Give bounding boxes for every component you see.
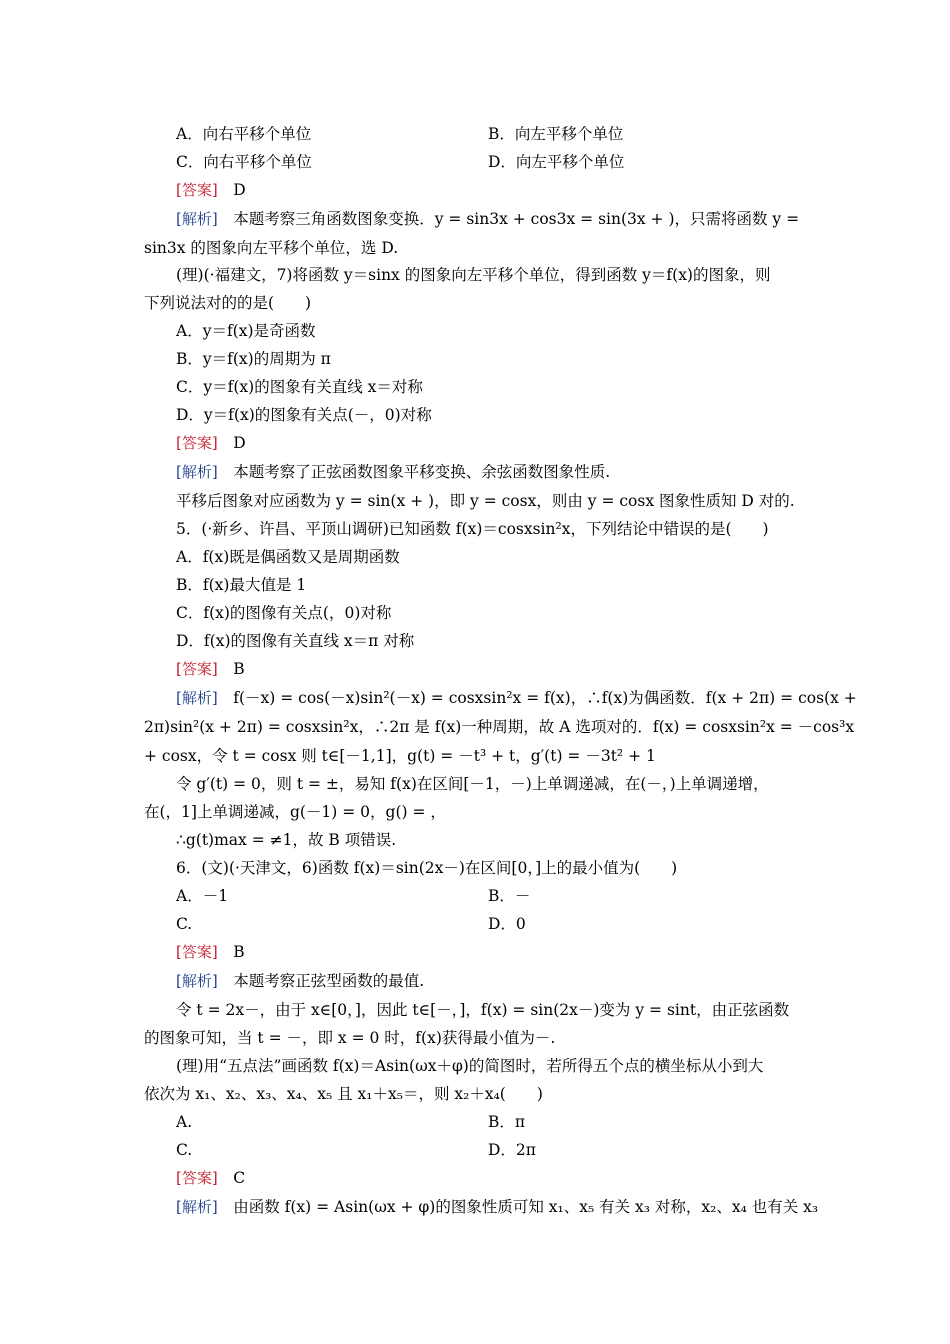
analysis-tag: [解析]: [176, 1198, 218, 1216]
analysis-line: [176, 971, 424, 991]
line-text: A．向右平移个单位: [176, 125, 312, 143]
line-text: B: [233, 943, 245, 961]
line-text: D．0: [488, 915, 526, 933]
line-text: B．y＝f(x)的周期为 π: [176, 350, 331, 368]
text-line: [176, 124, 311, 144]
analysis-tag: [解析]: [176, 463, 218, 481]
text-line: [176, 914, 192, 934]
text-line: [176, 858, 677, 878]
line-text: D: [233, 434, 246, 452]
answer-line: [176, 1168, 245, 1188]
text-line: [144, 746, 656, 766]
line-text: D．y＝f(x)的图象有关点(－，0)对称: [176, 406, 432, 424]
line-text: D．向左平移个单位: [488, 153, 625, 171]
text-line: [176, 349, 331, 369]
text-line: [144, 1084, 543, 1104]
line-text: 的图象可知，当 t = －，即 x = 0 时，f(x)获得最小值为－.: [144, 1029, 556, 1047]
line-text: 本题考察正弦型函数的最值.: [233, 972, 425, 990]
line-text: B．π: [488, 1113, 526, 1131]
analysis-tag: [解析]: [176, 689, 218, 707]
answer-line: [176, 659, 245, 679]
text-line: [176, 377, 423, 397]
line-text: D．2π: [488, 1141, 536, 1159]
text-line: [176, 519, 769, 539]
line-text: C．向右平移个单位: [176, 153, 312, 171]
text-line: [488, 914, 526, 934]
answer-tag: [答案]: [176, 943, 218, 961]
line-text: A．f(x)既是偶函数又是周期函数: [176, 548, 400, 566]
answer-tag: [答案]: [176, 181, 218, 199]
text-line: [176, 405, 432, 425]
line-text: f(－x) = cos(－x)sin²(－x) = cosxsin²x = f(x)，∴f(x)为偶函数．f(x + 2π) = cos(x +: [233, 689, 857, 707]
line-text: 2π)sin²(x + 2π) = cosxsin²x，∴2π 是 f(x)一种周期，故 A 选项对的．f(x) = cosxsin²x = －cos³x: [144, 718, 855, 736]
line-text: B: [233, 660, 245, 678]
line-text: B．－: [488, 887, 531, 905]
text-line: [176, 774, 769, 794]
line-text: A．y＝f(x)是奇函数: [176, 322, 316, 340]
answer-line: [176, 180, 246, 200]
analysis-line: [176, 462, 610, 482]
line-text: (理)(·福建文，7)将函数 y＝sinx 的图象向左平移个单位，得到函数 y＝f(x)的图象，则: [176, 266, 771, 284]
line-text: B．向左平移个单位: [488, 125, 624, 143]
text-line: [176, 575, 306, 595]
line-text: 依次为 x₁、x₂、x₃、x₄、x₅ 且 x₁＋x₅＝，则 x₂＋x₄( ): [144, 1085, 543, 1103]
line-text: 5．(·新乡、许昌、平顶山调研)已知函数 f(x)＝cosxsin²x，下列结论中错误的是( ): [176, 520, 769, 538]
line-text: A．－1: [176, 887, 229, 905]
answer-tag: [答案]: [176, 434, 218, 452]
line-text: 本题考察三角函数图象变换．y = sin3x + cos3x = sin(3x + )，只需将函数 y =: [233, 210, 800, 228]
line-text: 令 g′(t) = 0，则 t = ±，易知 f(x)在区间[－1，－)上单调递减，在(－，)上单调递增，: [176, 775, 769, 793]
line-text: 平移后图象对应函数为 y = sin(x + )，即 y = cosx，则由 y = cosx 图象性质知 D 对的.: [176, 492, 795, 510]
line-text: C.: [176, 915, 193, 933]
text-line: [488, 886, 530, 906]
line-text: D: [233, 181, 246, 199]
text-line: [176, 265, 770, 285]
answer-tag: [答案]: [176, 660, 218, 678]
line-text: 本题考察了正弦函数图象平移变换、余弦函数图象性质.: [233, 463, 611, 481]
text-line: [176, 1056, 763, 1076]
text-line: [144, 802, 446, 822]
analysis-tag: [解析]: [176, 210, 218, 228]
text-line: [488, 1112, 525, 1132]
line-text: 由函数 f(x) = Asin(ωx + φ)的图象性质可知 x₁、x₅ 有关 x₃ 对称，x₂、x₄ 也有关 x₃: [233, 1198, 819, 1216]
text-line: [144, 238, 398, 258]
text-line: [488, 1140, 536, 1160]
line-text: sin3x 的图象向左平移个单位，选 D.: [144, 239, 399, 257]
text-line: [176, 321, 316, 341]
line-text: C．f(x)的图像有关点(，0)对称: [176, 604, 392, 622]
analysis-tag: [解析]: [176, 972, 218, 990]
analysis-line: [176, 1197, 818, 1217]
line-text: + cosx，令 t = cosx 则 t∈[－1,1]，g(t) = －t³ + t，g′(t) = －3t² + 1: [144, 747, 656, 765]
analysis-line: [176, 688, 857, 708]
answer-tag: [答案]: [176, 1169, 218, 1187]
text-line: [176, 491, 795, 511]
line-text: C: [233, 1169, 246, 1187]
line-text: C．y＝f(x)的图象有关直线 x＝对称: [176, 378, 423, 396]
line-text: 令 t = 2x－，由于 x∈[0，]，因此 t∈[－，]，f(x) = sin(2x－)变为 y = sint，由正弦函数: [176, 1001, 790, 1019]
text-line: [176, 1112, 192, 1132]
text-line: [176, 1000, 789, 1020]
text-line: [144, 1028, 555, 1048]
text-line: [176, 631, 414, 651]
text-line: [144, 717, 854, 737]
text-line: [176, 603, 391, 623]
line-text: 6．(文)(·天津文，6)函数 f(x)＝sin(2x－)在区间[0，]上的最小值为( ): [176, 859, 678, 877]
text-line: [176, 547, 400, 567]
line-text: (理)用“五点法”画函数 f(x)＝Asin(ωx＋φ)的简图时，若所得五个点的横坐标从小到大: [176, 1057, 764, 1075]
line-text: 下列说法对的的是( ): [144, 294, 312, 312]
line-text: D．f(x)的图像有关直线 x＝π 对称: [176, 632, 415, 650]
line-text: 在(，1]上单调递减，g(－1) = 0，g() = ，: [144, 803, 446, 821]
text-line: [144, 293, 311, 313]
text-line: [176, 886, 228, 906]
answer-line: [176, 942, 245, 962]
line-text: ∴g(t)max = ≠1，故 B 项错误.: [176, 831, 397, 849]
answer-line: [176, 433, 246, 453]
line-text: A.: [176, 1113, 193, 1131]
line-text: C.: [176, 1141, 193, 1159]
text-line: [488, 152, 624, 172]
text-line: [176, 830, 396, 850]
line-text: B．f(x)最大值是 1: [176, 576, 307, 594]
text-line: [176, 1140, 192, 1160]
text-line: [176, 152, 312, 172]
text-line: [488, 124, 623, 144]
analysis-line: [176, 209, 799, 229]
